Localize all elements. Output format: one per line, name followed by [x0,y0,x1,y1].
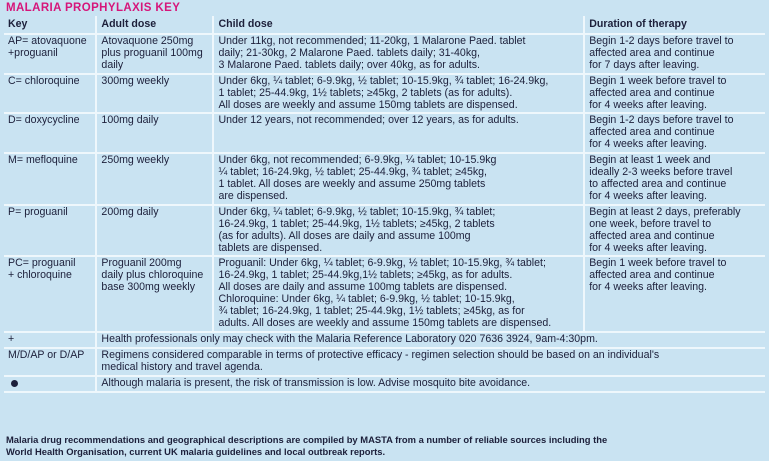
note-row [4,348,765,376]
child-dose: Under 6kg, ¼ tablet; 6-9.9kg, ½ tablet; 10-15.9kg, ¾ tablet; 16-24.9kg, 1 tablet; 25-44.9kg, 1½ tablets; ≥45kg, 2 tablets (as for adults). All doses are daily and assume 100mg tablets are dispensed. [213,205,584,257]
drug-key: P= proguanil [4,205,96,257]
adult-dose: 250mg weekly [96,153,213,205]
filled-circle-icon [11,380,18,387]
header-key: Key [4,16,96,34]
duration: Begin at least 1 week and ideally 2-3 weeks before travel to affected area and continue for 4 weeks after leaving. [584,153,765,205]
drug-key: PC= proguanil + chloroquine [4,256,96,331]
header-adult-dose: Adult dose [96,16,213,34]
child-dose: Proguanil: Under 6kg, ¼ tablet; 6-9.9kg, ½ tablet; 10-15.9kg, ¾ tablet; 16-24.9kg, 1 tablet; 25-44.9kg,1½ tablets; ≥45kg, as for adults. All doses are daily and assume 100mg tablets are dispensed. Chloroquine: Under 6kg, ¼ tablet; 6-9.9kg, ½ tablet; 10-15.9kg, ¾ tablet; 16-24.9kg, 1 tablet; 25-44.9kg, 1½ tablets; ≥45kg, as for adults. All doses are weekly and assume 150mg tablets are dispensed. [213,256,584,331]
table-row [4,205,765,257]
drug-key: M= mefloquine [4,153,96,205]
table-row [4,113,765,153]
header-child-dose: Child dose [213,16,584,34]
duration: Begin at least 2 days, preferably one week, before travel to affected area and continue for 4 weeks after leaving. [584,205,765,257]
adult-dose: 300mg weekly [96,74,213,114]
note-row [4,332,765,348]
note-symbol: + [4,332,96,348]
adult-dose: Proguanil 200mg daily plus chloroquine base 300mg weekly [96,256,213,331]
table-row [4,34,765,74]
note-text: Health professionals only may check with the Malaria Reference Laboratory 020 7636 3924, 9am-4:30pm. [96,332,765,348]
prophylaxis-table [4,16,765,393]
note-symbol: M/D/AP or D/AP [4,348,96,376]
duration: Begin 1-2 days before travel to affected area and continue for 4 weeks after leaving. [584,113,765,153]
drug-key: C= chloroquine [4,74,96,114]
child-dose: Under 11kg, not recommended; 11-20kg, 1 Malarone Paed. tablet daily; 21-30kg, 2 Malarone Paed. tablets daily; 31-40kg, 3 Malarone Paed. tablets daily; over 40kg, as for adults. [213,34,584,74]
drug-key: D= doxycycline [4,113,96,153]
note-text: Regimens considered comparable in terms of protective efficacy - regimen selection should be based on an individual's medical history and travel agenda. [96,348,765,376]
table-row [4,153,765,205]
duration: Begin 1-2 days before travel to affected area and continue for 7 days after leaving. [584,34,765,74]
drug-key: AP= atovaquone +proguanil [4,34,96,74]
note-text: Although malaria is present, the risk of transmission is low. Advise mosquito bite avoidance. [96,376,765,393]
table-header-row [4,16,765,34]
adult-dose: Atovaquone 250mg plus proguanil 100mg daily [96,34,213,74]
duration: Begin 1 week before travel to affected area and continue for 4 weeks after leaving. [584,74,765,114]
page-title: MALARIA PROPHYLAXIS KEY [6,2,181,14]
child-dose: Under 6kg, not recommended; 6-9.9kg, ¼ tablet; 10-15.9kg ¼ tablet; 16-24.9kg, ½ tablet; 25-44.9kg, ¾ tablet; ≥45kg, 1 tablet. All doses are weekly and assume 250mg tablets are dispensed. [213,153,584,205]
table-row [4,74,765,114]
table-row [4,256,765,331]
adult-dose: 200mg daily [96,205,213,257]
note-symbol [4,376,96,393]
duration: Begin 1 week before travel to affected area and continue for 4 weeks after leaving. [584,256,765,331]
note-row [4,376,765,393]
source-footnote: Malaria drug recommendations and geographical descriptions are compiled by MASTA from a number of reliable sources including the World Health Organisation, current UK malaria guidelines and local outbreak reports. [6,434,608,457]
child-dose: Under 12 years, not recommended; over 12 years, as for adults. [213,113,584,153]
child-dose: Under 6kg, ¼ tablet; 6-9.9kg, ½ tablet; 10-15.9kg, ¾ tablet; 16-24.9kg, 1 tablet; 25-44.9kg, 1½ tablets; ≥45kg, 2 tablets (as for adults). All doses are weekly and assume 150mg tablets are dispensed. [213,74,584,114]
adult-dose: 100mg daily [96,113,213,153]
header-duration: Duration of therapy [584,16,765,34]
